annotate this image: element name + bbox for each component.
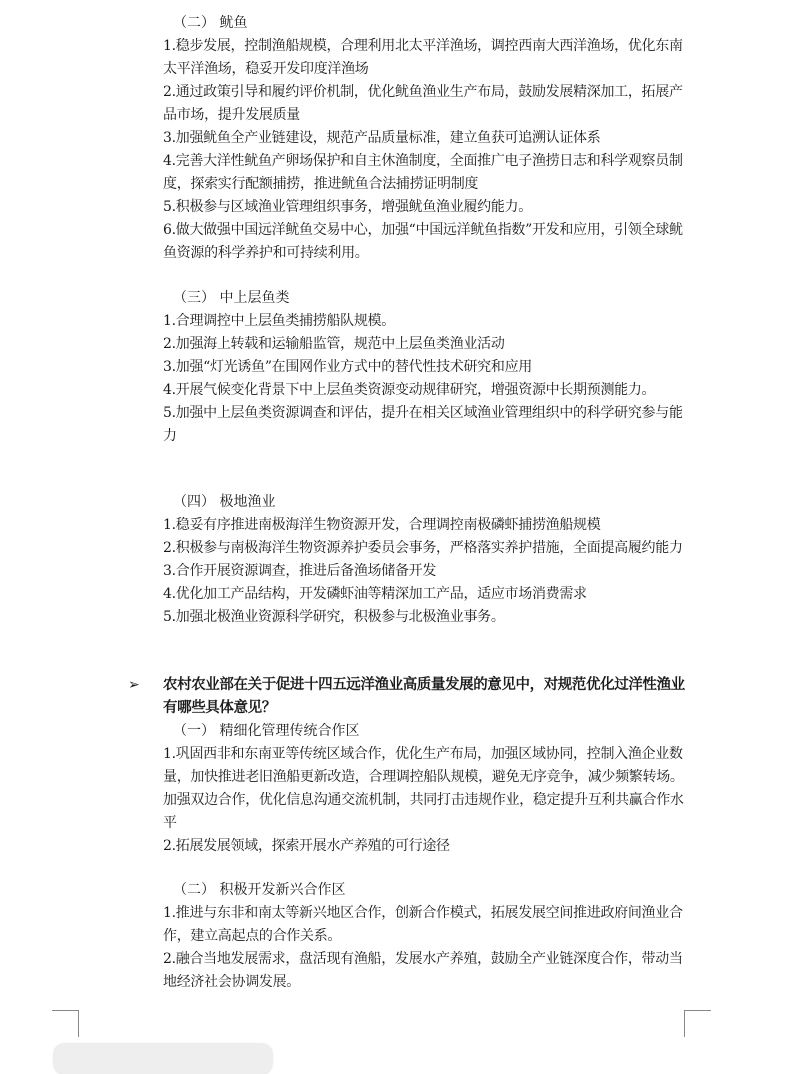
section-heading: （一） 精细化管理传统合作区 xyxy=(173,723,360,739)
list-item: 5.积极参与区域渔业管理组织事务，增强鱿鱼渔业履约能力。 xyxy=(163,199,532,215)
list-item: 5.加强中上层鱼类资源调查和评估，提升在相关区域渔业管理组织中的科学研究参与能力 xyxy=(163,405,683,444)
bottom-toolbar-tab[interactable] xyxy=(54,1044,272,1074)
section-traditional-zone xyxy=(163,720,691,858)
arrow-bullet-icon: ➢ xyxy=(128,677,140,693)
section-polar xyxy=(163,491,691,629)
list-item: 2.通过政策引导和履约评价机制，优化鱿鱼渔业生产布局，鼓励发展精深加工，拓展产品市场，提升发展质量 xyxy=(163,84,683,123)
section-squid xyxy=(163,12,691,265)
list-item: 4.开展气候变化背景下中上层鱼类资源变动规律研究，增强资源中长期预测能力。 xyxy=(163,382,656,398)
question-heading: 农村农业部在关于促进十四五远洋渔业高质量发展的意见中，对规范优化过洋性渔业有哪些具体意见？ xyxy=(163,677,685,716)
section-emerging-zone xyxy=(163,879,691,994)
section-heading: （二） 鱿鱼 xyxy=(173,15,248,31)
section-pelagic xyxy=(163,287,691,448)
list-item: 2.加强海上转载和运输船监管，规范中上层鱼类渔业活动 xyxy=(163,336,505,352)
list-item: 5.加强北极渔业资源科学研究，积极参与北极渔业事务。 xyxy=(163,609,505,625)
list-item: 1.推进与东非和南太等新兴地区合作，创新合作模式，拓展发展空间推进政府间渔业合作，建立高起点的合作关系。 xyxy=(163,905,683,944)
section-heading: （四） 极地渔业 xyxy=(173,494,276,510)
list-item: 2.拓展发展领域，探索开展水产养殖的可行途径 xyxy=(163,838,450,854)
list-item: 4.完善大洋性鱿鱼产卵场保护和自主休渔制度，全面推广电子渔捞日志和科学观察员制度，探索实行配额捕捞，推进鱿鱼合法捕捞证明制度 xyxy=(163,153,683,192)
page-corner-mark-right xyxy=(684,1010,711,1037)
list-item: 6.做大做强中国远洋鱿鱼交易中心，加强“中国远洋鱿鱼指数”开发和应用，引领全球鱿鱼资源的科学养护和可持续利用。 xyxy=(163,222,683,261)
section-heading: （三） 中上层鱼类 xyxy=(173,290,290,306)
list-item: 1.稳妥有序推进南极海洋生物资源开发，合理调控南极磷虾捕捞渔船规模 xyxy=(163,517,601,533)
list-item: 3.加强“灯光诱鱼”在围网作业方式中的替代性技术研究和应用 xyxy=(163,359,532,375)
section-heading: （二） 积极开发新兴合作区 xyxy=(173,882,346,898)
list-item: 1.合理调控中上层鱼类捕捞船队规模。 xyxy=(163,313,395,329)
list-item: 2.积极参与南极海洋生物资源养护委员会事务，严格落实养护措施，全面提高履约能力 xyxy=(163,540,683,556)
list-item: 2.融合当地发展需求，盘活现有渔船，发展水产养殖，鼓励全产业链深度合作，带动当地经济社会协调发展。 xyxy=(163,951,683,990)
list-item: 4.优化加工产品结构，开发磷虾油等精深加工产品，适应市场消费需求 xyxy=(163,586,587,602)
list-item: 3.加强鱿鱼全产业链建设，规范产品质量标准，建立鱼获可追溯认证体系 xyxy=(163,130,601,146)
list-item: 1.稳步发展，控制渔船规模，合理利用北太平洋渔场，调控西南大西洋渔场，优化东南太平洋渔场，稳妥开发印度洋渔场 xyxy=(163,38,683,77)
page-corner-mark-left xyxy=(52,1010,79,1037)
list-item: 3.合作开展资源调查，推进后备渔场储备开发 xyxy=(163,563,437,579)
list-item: 1.巩固西非和东南亚等传统区域合作，优化生产布局，加强区域协同，控制入渔企业数量，加快推进老旧渔船更新改造，合理调控船队规模，避免无序竞争，减少频繁转场。加强双边合作，优化信息沟通交流机制，共同打击违规作业，稳定提升互利共赢合作水平 xyxy=(163,746,684,831)
